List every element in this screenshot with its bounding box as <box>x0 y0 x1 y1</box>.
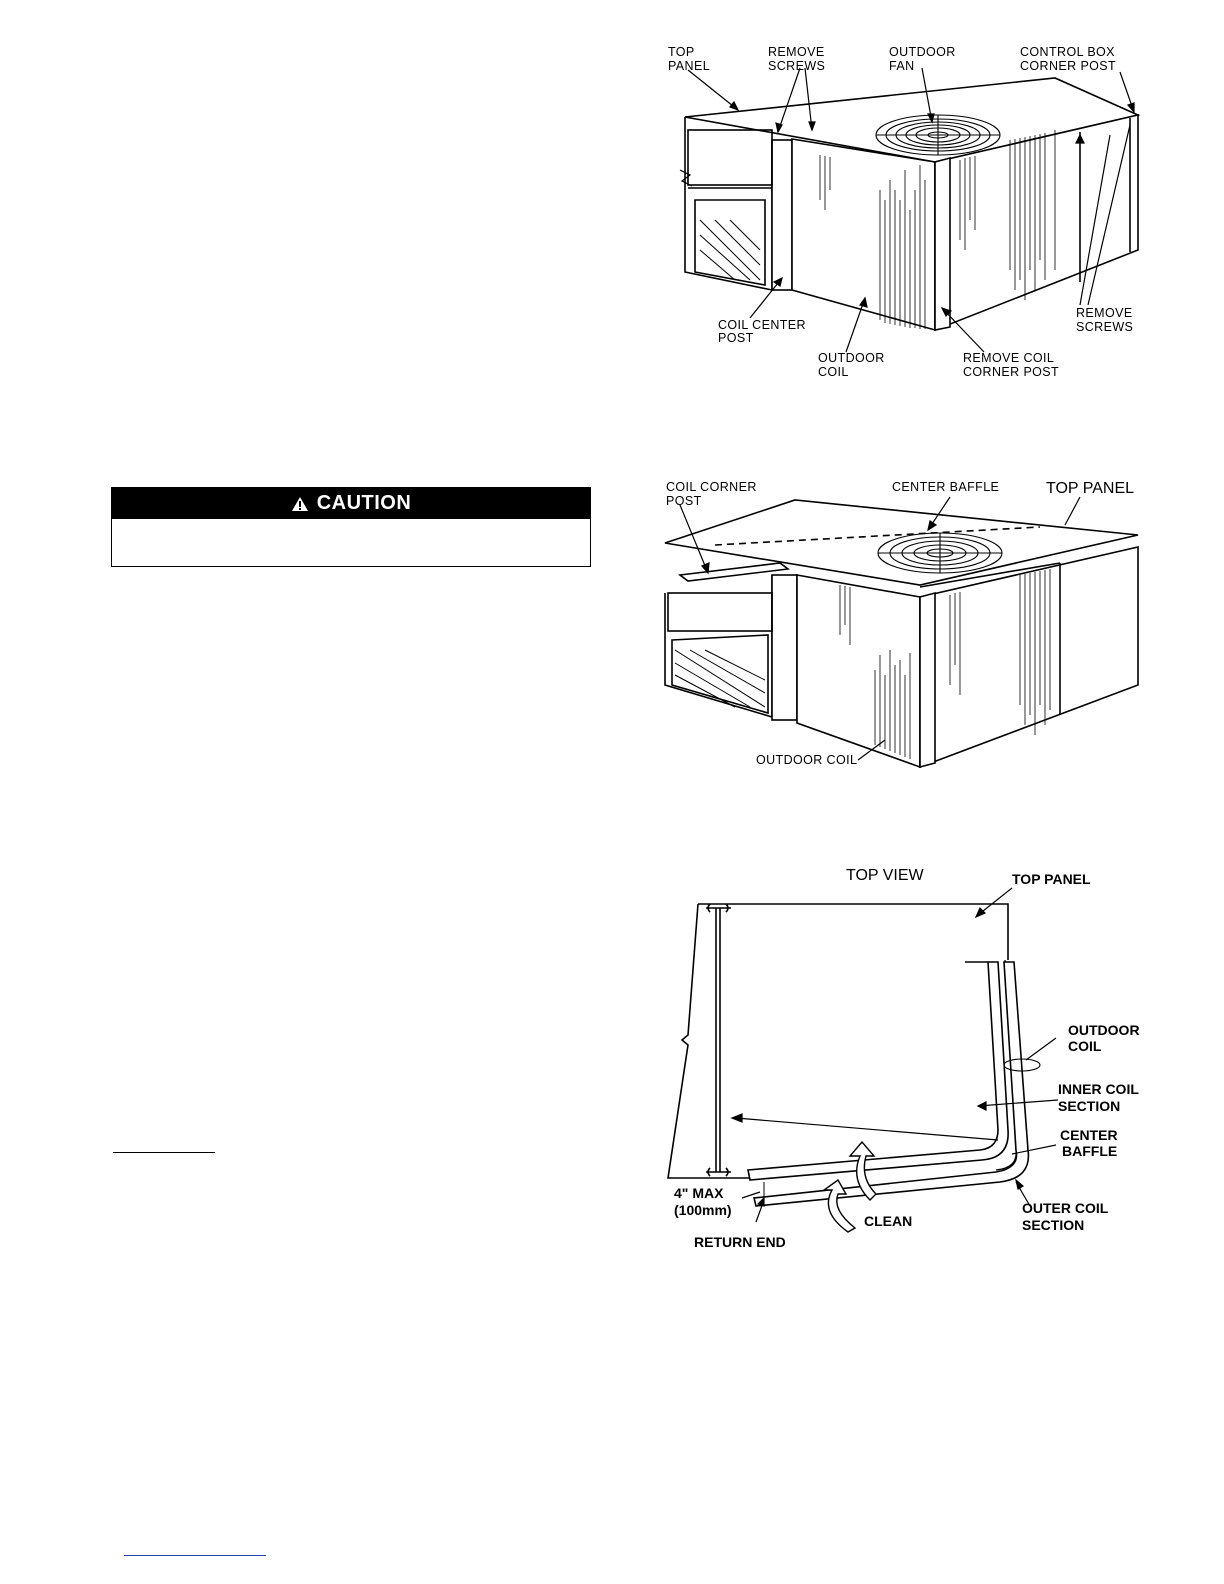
label-coil-corner-post: COIL CORNER <box>666 480 757 494</box>
figure-top-view-coil-cleaning <box>660 860 1150 1260</box>
label-control-box-corner-post: CONTROL BOX <box>1020 45 1115 59</box>
label-outer-coil-section: OUTER COIL <box>1022 1200 1109 1216</box>
coil-center-post-shape <box>772 140 792 290</box>
outdoor-coil-face <box>797 575 920 767</box>
label-outdoor-coil: OUTDOOR COIL <box>756 753 858 767</box>
label-remove-screws-top: REMOVE <box>768 45 825 59</box>
caution-box <box>111 487 591 567</box>
label-line: POST <box>666 494 702 508</box>
label-coil-center-post: COIL CENTER <box>718 318 806 332</box>
label-line: BAFFLE <box>1062 1143 1118 1159</box>
footer-link-rule <box>124 1555 266 1556</box>
label-center-baffle: CENTER <box>1060 1127 1118 1143</box>
warning-triangle-icon <box>291 496 309 512</box>
label-line: (100mm) <box>674 1202 732 1218</box>
inner-coil-section-shape <box>748 962 1008 1180</box>
label-line: CORNER POST <box>963 365 1060 379</box>
label-clean: CLEAN <box>864 1213 913 1229</box>
label-return-end: RETURN END <box>694 1234 786 1250</box>
label-max-clearance: 4" MAX <box>674 1185 724 1201</box>
label-line: PANEL <box>668 59 711 73</box>
label-top-panel: TOP <box>668 45 695 59</box>
label-line: SCREWS <box>1076 320 1134 334</box>
caution-body <box>112 519 590 566</box>
fan-grille-icon <box>878 533 1002 573</box>
label-inner-coil-section: INNER COIL <box>1058 1081 1139 1097</box>
label-outdoor-coil: OUTDOOR <box>1068 1022 1140 1038</box>
label-top-panel: TOP PANEL <box>1046 480 1135 497</box>
label-line: SCREWS <box>768 59 826 73</box>
caution-title: CAUTION <box>316 492 412 514</box>
figure-unit-top-panel-removal <box>660 40 1160 390</box>
label-line: FAN <box>889 59 915 73</box>
figure-top-panel-lifted <box>660 475 1150 775</box>
label-line: SECTION <box>1058 1098 1121 1114</box>
label-top-panel: TOP PANEL <box>1012 871 1091 887</box>
label-center-baffle: CENTER BAFFLE <box>892 480 1000 494</box>
label-remove-screws-right: REMOVE <box>1076 306 1133 320</box>
label-line: POST <box>718 331 754 345</box>
label-line: SECTION <box>1022 1217 1085 1233</box>
label-outdoor-coil: OUTDOOR <box>818 351 885 365</box>
fan-grille-icon <box>876 115 1000 155</box>
label-outdoor-fan: OUTDOOR <box>889 45 956 59</box>
coil-corner-post-shape <box>935 158 950 330</box>
text-underline-rule <box>113 1152 215 1153</box>
label-line: COIL <box>818 365 849 379</box>
label-line: COIL <box>1068 1038 1102 1054</box>
label-line: CORNER POST <box>1020 59 1117 73</box>
label-remove-coil-corner-post: REMOVE COIL <box>963 351 1055 365</box>
label-top-view: TOP VIEW <box>846 867 924 884</box>
caution-header <box>112 488 590 519</box>
